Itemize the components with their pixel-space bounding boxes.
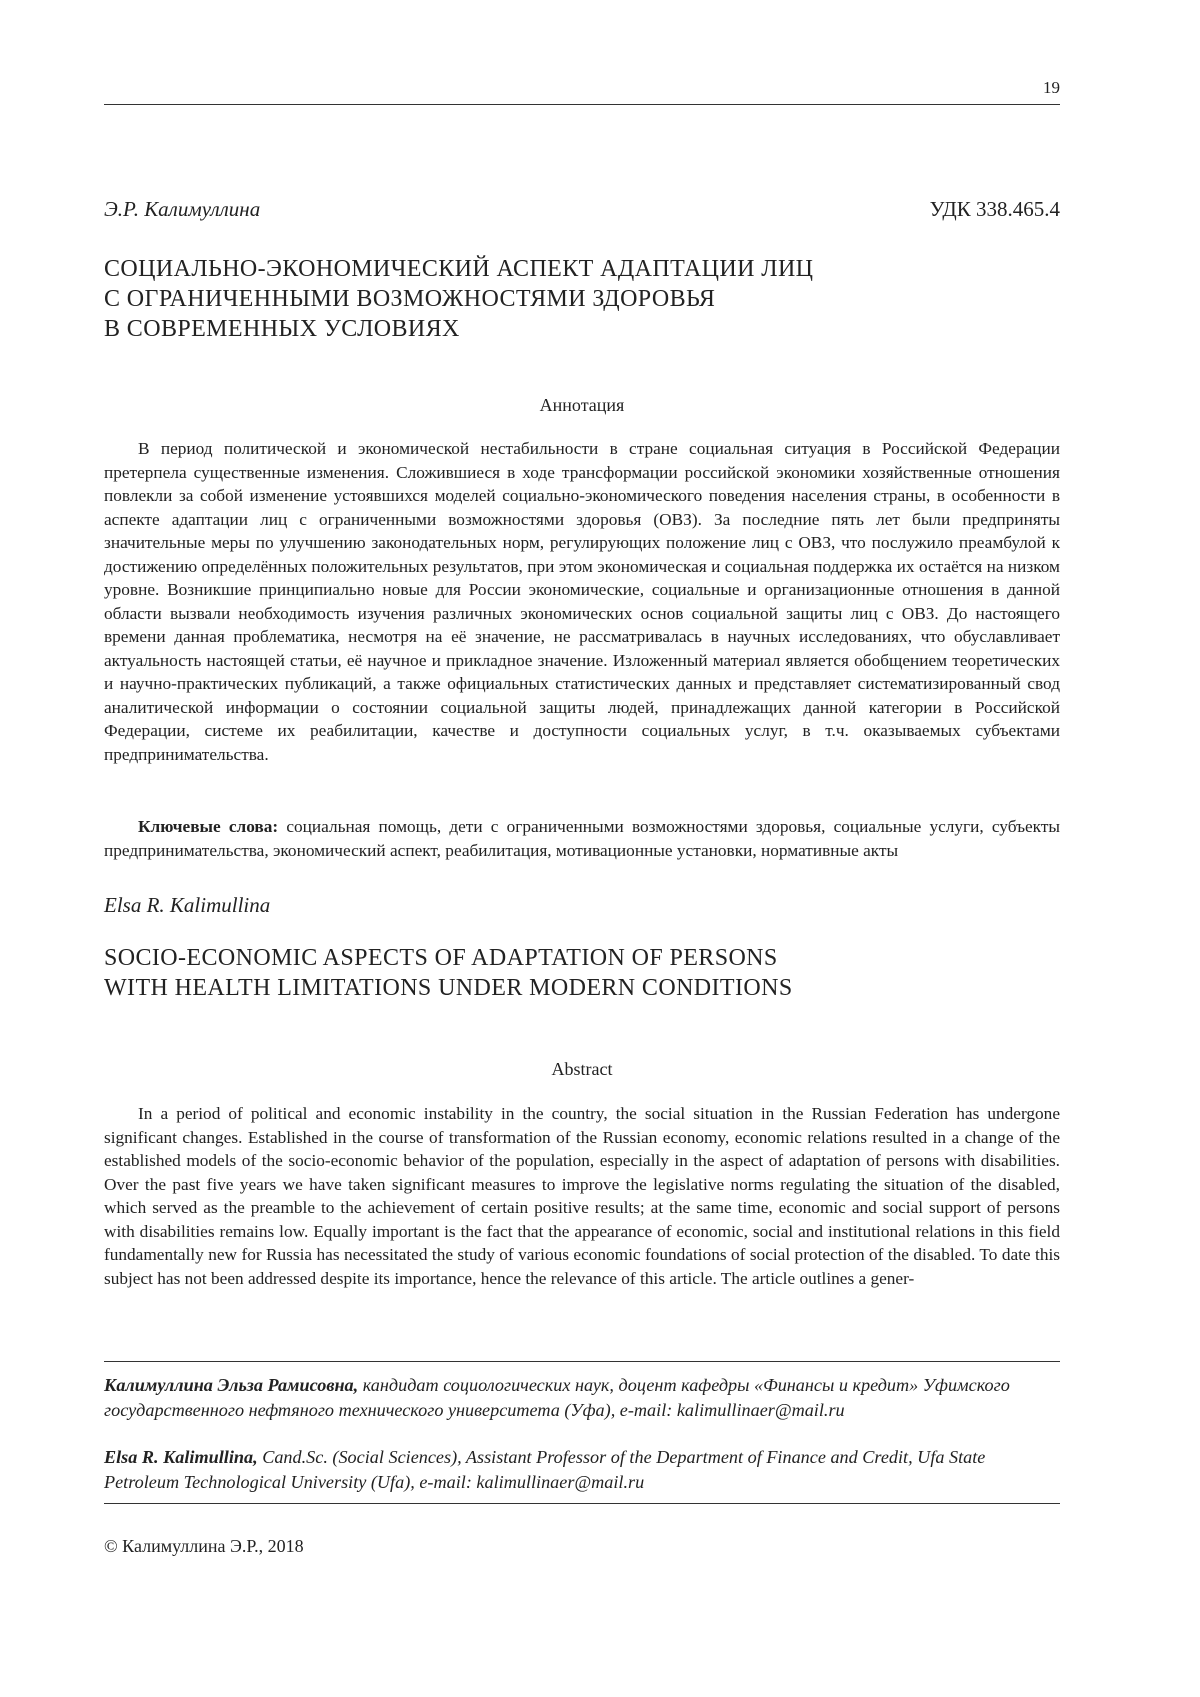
copyright: © Калимуллина Э.Р., 2018 (104, 1536, 304, 1556)
author-name-ru: Э.Р. Калимуллина (104, 197, 261, 221)
keywords-text: социальная помощь, дети с ограниченными возможностями здоровья, социальные услуги, субъекты предпринимательства, экономический аспект, реабилитация, мотивационные установки, нормативные акты (104, 817, 1061, 860)
abstract-en-text: In a period of political and economic instability in the country, the social situation in the Russian Federation has undergone significant changes. Established in the course of transformation of the Russian economy, economic relations resulted in a change of the established models of the socio-economic behavior of the population, especially in the aspect of adaptation of persons with disabilities. Over the past five years we have taken significant measures to improve the legislative norms regulating the situation of the disabled, which served as the preamble to the achievement of certain positive results; at the same time, economic and social support of persons with disabilities remains low. Equally important is the fact that the appearance of economic, social and institutional relations in this field fundamentally new for Russia has necessitated the study of various economic foundations of social protection of the disabled. To date this subject has not been addressed despite its importance, hence the relevance of this article. The article outlines a gener- (104, 1104, 1060, 1288)
title-en-line-1: SOCIO-ECONOMIC ASPECTS OF ADAPTATION OF PERSONS (104, 945, 778, 971)
title-ru-line-2: С ОГРАНИЧЕННЫМИ ВОЗМОЖНОСТЯМИ ЗДОРОВЬЯ (104, 286, 716, 312)
article-title-ru (104, 254, 1064, 344)
author-info-en-name: Elsa R. Kalimullina, (104, 1447, 258, 1467)
footnote-rule-top (104, 1361, 1060, 1362)
abstract-ru (104, 437, 1060, 766)
keywords-label: Ключевые слова: (138, 817, 279, 836)
author-name-en: Elsa R. Kalimullina (104, 893, 271, 917)
author-info-en-details: Cand.Sc. (Social Sciences), Assistant Professor of the Department of Finance and Credit, Ufa State Petroleum Technological University (Ufa), e-mail: kalimullinaer@mail.ru (104, 1447, 986, 1492)
article-title-en (104, 943, 1064, 1003)
title-en-line-2: WITH HEALTH LIMITATIONS UNDER MODERN CONDITIONS (104, 975, 793, 1001)
title-ru-line-1: СОЦИАЛЬНО-ЭКОНОМИЧЕСКИЙ АСПЕКТ АДАПТАЦИИ ЛИЦ (104, 256, 814, 282)
udc-code: УДК 338.465.4 (929, 197, 1060, 221)
title-ru-line-3: В СОВРЕМЕННЫХ УСЛОВИЯХ (104, 316, 460, 342)
author-info-en (104, 1445, 1060, 1495)
abstract-ru-text: В период политической и экономической нестабильности в стране социальная ситуация в Российской Федерации претерпела существенные изменения. Сложившиеся в ходе трансформации российской экономики хозяйственные отношения повлекли за собой изменение устоявшихся моделей социально-экономического поведения населения страны, в особенности в аспекте адаптации лиц с ограниченными возможностями здоровья (ОВЗ). За последние пять лет были предприняты значительные меры по улучшению законодательных норм, регулирующих положение лиц с ОВЗ, что послужило преамбулой к достижению определённых положительных результатов, при этом экономическая и социальная поддержка их остаётся на низком уровне. Возникшие принципиально новые для России экономические, социальные и организационные отношения в данной области вызвали необходимость изучения различных экономических основ социальной защиты лиц с ОВЗ. До настоящего времени данная проблематика, несмотря на её значение, не рассматривалась в научных исследованиях, что обуславливает актуальность настоящей статьи, её научное и прикладное значение. Изложенный материал является обобщением теоретических и научно-практических публикаций, а также официальных статистических данных и представляет систематизированный свод аналитической информации о состоянии социальной защиты людей, принадлежащих данной категории в Российской Федерации, системе их реабилитации, качестве и доступности социальных услуг, в т.ч. оказываемых субъектами предпринимательства. (104, 439, 1060, 764)
abstract-en (104, 1102, 1060, 1290)
author-info-ru-name: Калимуллина Эльза Рамисовна, (104, 1375, 359, 1395)
header-rule (104, 104, 1060, 105)
page-number: 19 (1043, 78, 1060, 97)
author-info-ru (104, 1373, 1060, 1423)
abstract-heading-ru: Аннотация (539, 395, 625, 415)
footnote-rule-bottom (104, 1503, 1060, 1504)
author-info-ru-details: кандидат социологических наук, доцент кафедры «Финансы и кредит» Уфимского государственного нефтяного технического университета (Уфа), e-mail: kalimullinaer@mail.ru (104, 1375, 1010, 1420)
keywords-ru (104, 815, 1060, 862)
abstract-heading-en: Abstract (551, 1059, 613, 1079)
